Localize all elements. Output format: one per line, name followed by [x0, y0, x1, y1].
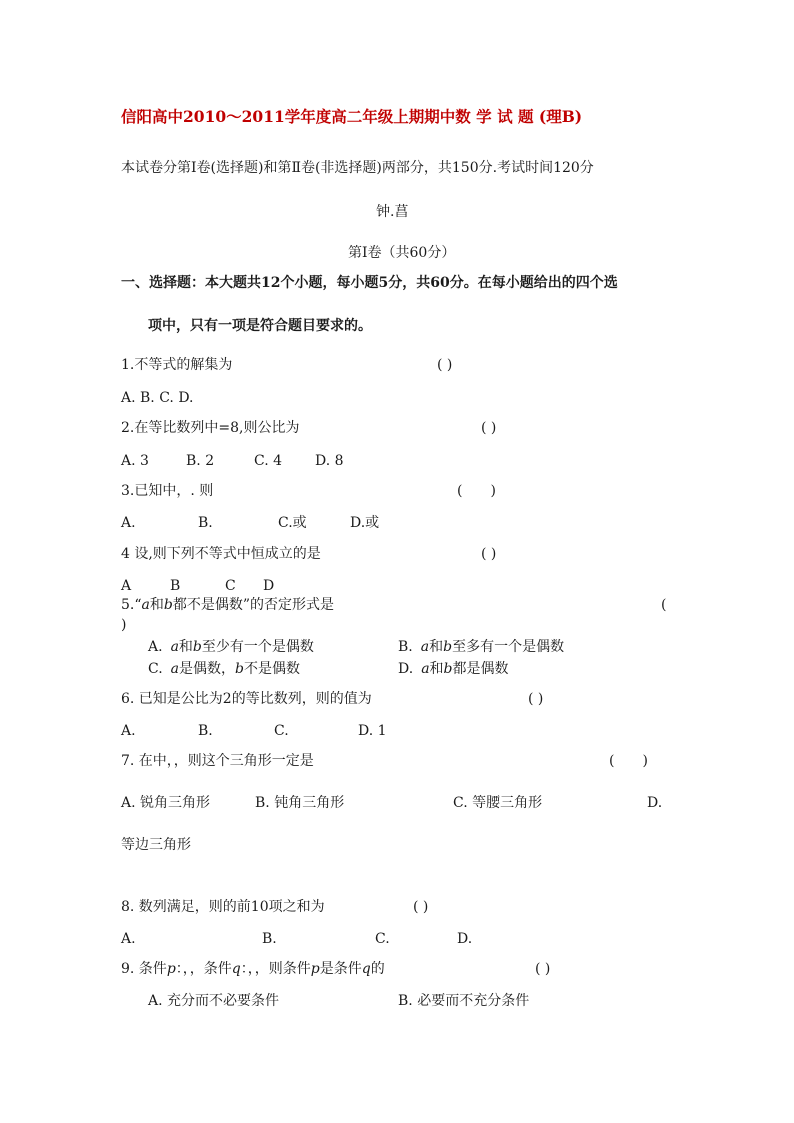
- section1-instructions-line-1: 一、选择题：本大题共12个小题，每小题5分，共60分。在每小题给出的四个选: [121, 275, 618, 291]
- question-8-answer-paren: ( ): [413, 899, 429, 915]
- question-3-stem: 3.已知中，. 则: [121, 483, 214, 499]
- question-5-option-a: A. a和b至少有一个是偶数: [148, 639, 314, 655]
- question-4-option-b: B: [170, 578, 181, 594]
- question-1-options: A. B. C. D.: [121, 390, 194, 406]
- question-1-stem: 1.不等式的解集为: [121, 357, 233, 373]
- question-5-option-d: D. a和b都是偶数: [398, 661, 509, 677]
- question-2-answer-paren: ( ): [481, 420, 497, 436]
- section1-instructions-line-2: 项中，只有一项是符合题目要求的。: [148, 318, 372, 334]
- question-3-answer-paren: ( ): [457, 483, 496, 499]
- question-1-answer-paren: ( ): [437, 357, 453, 373]
- question-7-option-b: B. 钝角三角形: [255, 795, 345, 811]
- question-6-option-b: B.: [198, 723, 213, 739]
- part1-heading: 第Ⅰ卷（共60分）: [348, 245, 456, 261]
- question-3-option-c: C.或: [278, 515, 307, 531]
- question-7-option-a: A. 锐角三角形: [121, 795, 211, 811]
- question-9-answer-paren: ( ): [535, 961, 551, 977]
- question-4-answer-paren: ( ): [481, 546, 497, 562]
- exam-title: 信阳高中2010～2011学年度高二年级上期期中数 学 试 题 (理B): [121, 107, 583, 126]
- question-3-option-b: B.: [198, 515, 213, 531]
- intro-line-2: 钟.菖: [376, 204, 409, 220]
- question-4-stem: 4 设,则下列不等式中恒成立的是: [121, 546, 321, 562]
- question-5-paren-close: ): [121, 617, 127, 633]
- question-3-option-d: D.或: [350, 515, 380, 531]
- question-3-option-a: A.: [121, 515, 136, 531]
- question-7-option-c: C. 等腰三角形: [453, 795, 543, 811]
- question-2-stem: 2.在等比数列中=8,则公比为: [121, 420, 300, 436]
- question-5-option-b: B. a和b至多有一个是偶数: [398, 639, 565, 655]
- question-6-option-c: C.: [274, 723, 289, 739]
- question-4-option-c: C: [225, 578, 236, 594]
- question-2-option-c: C. 4: [254, 453, 283, 469]
- question-6-stem: 6. 已知是公比为2的等比数列，则的值为: [121, 691, 372, 707]
- question-8-option-c: C.: [375, 931, 390, 947]
- question-8-option-d: D.: [457, 931, 473, 947]
- question-4-option-a: A: [121, 578, 132, 594]
- question-9-stem: 9. 条件p：，，条件q：，，则条件p是条件q的: [121, 961, 385, 977]
- question-9-option-b: B. 必要而不充分条件: [398, 993, 530, 1009]
- question-8-stem: 8. 数列满足，则的前10项之和为: [121, 899, 325, 915]
- question-2-option-a: A. 3: [121, 453, 149, 469]
- question-7-option-d-text: 等边三角形: [121, 837, 191, 853]
- question-8-option-a: A.: [121, 931, 136, 947]
- question-7-answer-paren: ( ): [609, 753, 648, 769]
- question-5-option-c: C. a是偶数，b不是偶数: [148, 661, 300, 677]
- question-6-option-d: D. 1: [358, 723, 387, 739]
- question-5-stem: 5.“a和b都不是偶数”的否定形式是: [121, 597, 335, 613]
- question-5-paren-open: (: [661, 597, 667, 613]
- question-2-option-d: D. 8: [315, 453, 344, 469]
- question-7-stem: 7. 在中，，则这个三角形一定是: [121, 753, 314, 769]
- question-6-answer-paren: ( ): [528, 691, 544, 707]
- question-8-option-b: B.: [262, 931, 277, 947]
- question-6-option-a: A.: [121, 723, 136, 739]
- question-7-option-d-label: D.: [647, 795, 663, 811]
- question-9-option-a: A. 充分而不必要条件: [148, 993, 280, 1009]
- question-2-option-b: B. 2: [186, 453, 215, 469]
- intro-line-1: 本试卷分第Ⅰ卷(选择题)和第Ⅱ卷(非选择题)两部分，共150分.考试时间120分: [121, 160, 594, 176]
- question-4-option-d: D: [263, 578, 275, 594]
